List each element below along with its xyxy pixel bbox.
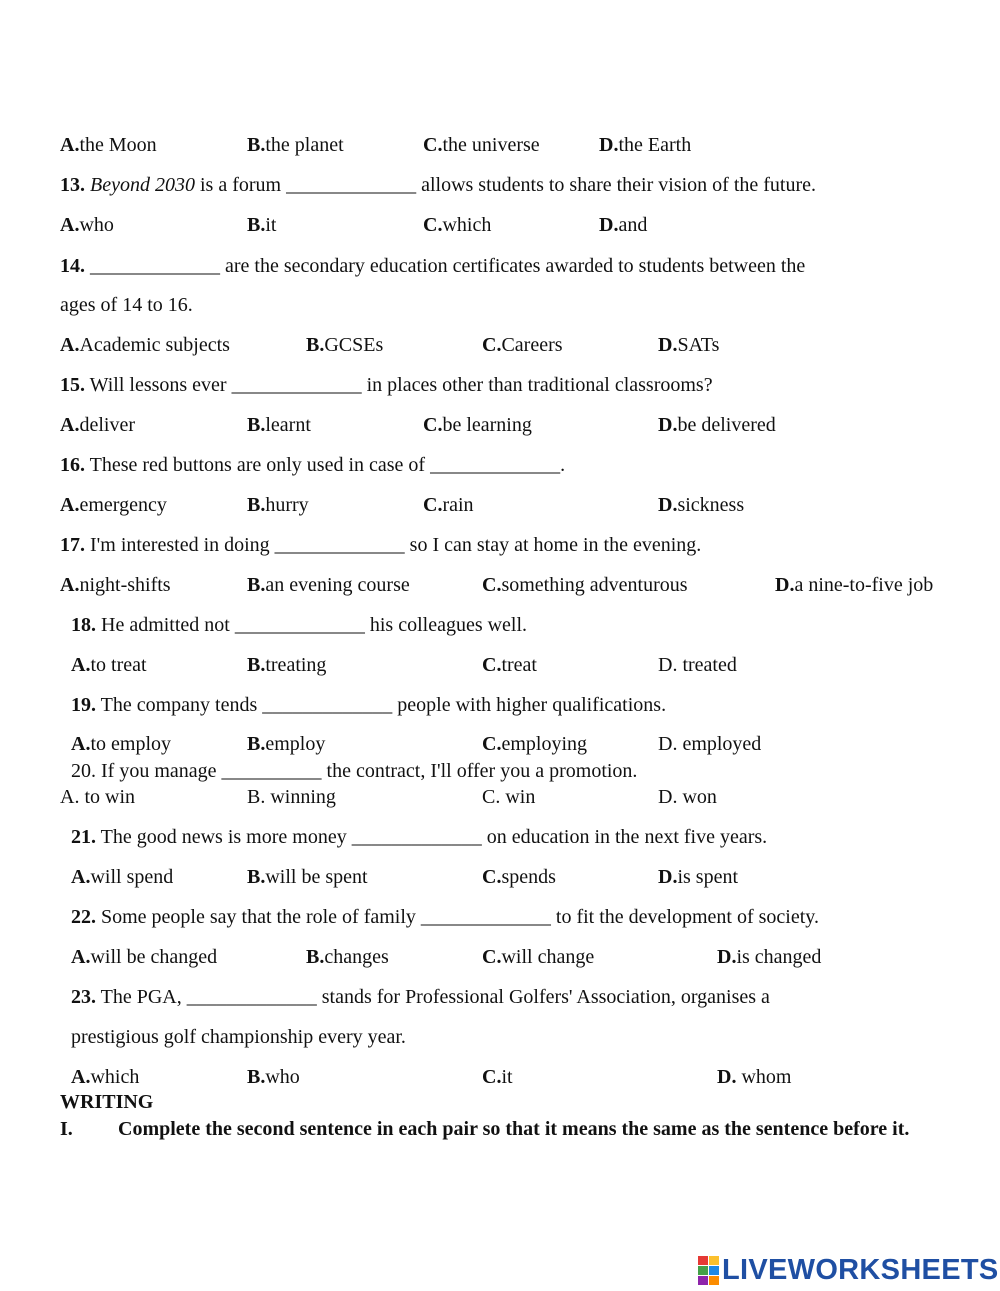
option-c[interactable]: C. win xyxy=(482,786,536,808)
option-d[interactable]: D.SATs xyxy=(658,334,720,356)
option-d[interactable]: D.sickness xyxy=(658,494,745,516)
option-d[interactable]: D.is changed xyxy=(717,946,822,968)
question-17-stem: 17. I'm interested in doing _____________ so I can stay at home in the evening. xyxy=(60,534,702,556)
option-c[interactable]: C.Careers xyxy=(482,334,563,356)
option-d[interactable]: D.and xyxy=(599,214,648,236)
option-a[interactable]: A.which xyxy=(71,1066,140,1088)
option-b[interactable]: B.hurry xyxy=(247,494,309,516)
question-23-stem: 23. The PGA, _____________ stands for Professional Golfers' Association, organises a xyxy=(71,986,770,1008)
question-13-stem: 13. Beyond 2030 is a forum _____________ allows students to share their vision of the future. xyxy=(60,174,816,196)
option-c[interactable]: C.treat xyxy=(482,654,537,676)
option-c[interactable]: C.something adventurous xyxy=(482,574,688,596)
question-21-stem: 21. The good news is more money _____________ on education in the next five years. xyxy=(71,826,768,848)
option-c[interactable]: C.be learning xyxy=(423,414,532,436)
option-a[interactable]: A. to win xyxy=(60,786,135,808)
section-number: I. xyxy=(60,1118,73,1140)
option-c[interactable]: C.rain xyxy=(423,494,474,516)
option-c[interactable]: C.spends xyxy=(482,866,556,888)
option-b[interactable]: B.learnt xyxy=(247,414,311,436)
option-d[interactable]: D.be delivered xyxy=(658,414,776,436)
option-a[interactable]: A.who xyxy=(60,214,114,236)
option-c[interactable]: C.it xyxy=(482,1066,513,1088)
option-b[interactable]: B.will be spent xyxy=(247,866,368,888)
option-c[interactable]: C.which xyxy=(423,214,492,236)
option-c[interactable]: C.the universe xyxy=(423,134,540,156)
option-d[interactable]: D. employed xyxy=(658,733,762,755)
option-b[interactable]: B.GCSEs xyxy=(306,334,384,356)
question-20-stem: 20. If you manage __________ the contract, I'll offer you a promotion. xyxy=(71,760,638,782)
question-14-stem-cont: ages of 14 to 16. xyxy=(60,294,193,316)
option-a[interactable]: A.to employ xyxy=(71,733,171,755)
option-a[interactable]: A.the Moon xyxy=(60,134,157,156)
option-b[interactable]: B.the planet xyxy=(247,134,344,156)
option-b[interactable]: B.it xyxy=(247,214,277,236)
option-a[interactable]: A.will spend xyxy=(71,866,174,888)
question-15-stem: 15. Will lessons ever _____________ in places other than traditional classrooms? xyxy=(60,374,713,396)
question-18-stem: 18. He admitted not _____________ his colleagues well. xyxy=(71,614,528,636)
question-22-stem: 22. Some people say that the role of family _____________ to fit the development of society. xyxy=(71,906,819,928)
option-b[interactable]: B.treating xyxy=(247,654,327,676)
question-19-stem: 19. The company tends _____________ people with higher qualifications. xyxy=(71,694,667,716)
option-a[interactable]: A.Academic subjects xyxy=(60,334,230,356)
option-d[interactable]: D.the Earth xyxy=(599,134,692,156)
option-b[interactable]: B.an evening course xyxy=(247,574,410,596)
option-d[interactable]: D. won xyxy=(658,786,717,808)
option-c[interactable]: C.will change xyxy=(482,946,595,968)
question-14-stem: 14. _____________ are the secondary education certificates awarded to students between the xyxy=(60,255,806,277)
logo-blocks-icon xyxy=(698,1256,719,1285)
option-a[interactable]: A.night-shifts xyxy=(60,574,171,596)
option-b[interactable]: B. winning xyxy=(247,786,336,808)
option-c[interactable]: C.employing xyxy=(482,733,587,755)
question-16-stem: 16. These red buttons are only used in case of _____________. xyxy=(60,454,566,476)
option-b[interactable]: B.changes xyxy=(306,946,389,968)
liveworksheets-logo[interactable] xyxy=(698,1255,999,1285)
option-a[interactable]: A.deliver xyxy=(60,414,135,436)
writing-heading: WRITING xyxy=(60,1091,154,1113)
option-d[interactable]: D. treated xyxy=(658,654,737,676)
option-d[interactable]: D.is spent xyxy=(658,866,739,888)
logo-text: LIVEWORKSHEETS xyxy=(722,1254,999,1286)
option-a[interactable]: A.to treat xyxy=(71,654,147,676)
option-a[interactable]: A.emergency xyxy=(60,494,167,516)
option-d[interactable]: D. whom xyxy=(717,1066,792,1088)
option-b[interactable]: B.employ xyxy=(247,733,326,755)
question-23-stem-cont: prestigious golf championship every year. xyxy=(71,1026,406,1048)
option-a[interactable]: A.will be changed xyxy=(71,946,218,968)
option-d[interactable]: D.a nine-to-five job xyxy=(775,574,934,596)
writing-instruction: Complete the second sentence in each pair so that it means the same as the sentence before it. xyxy=(118,1118,910,1140)
option-b[interactable]: B.who xyxy=(247,1066,300,1088)
